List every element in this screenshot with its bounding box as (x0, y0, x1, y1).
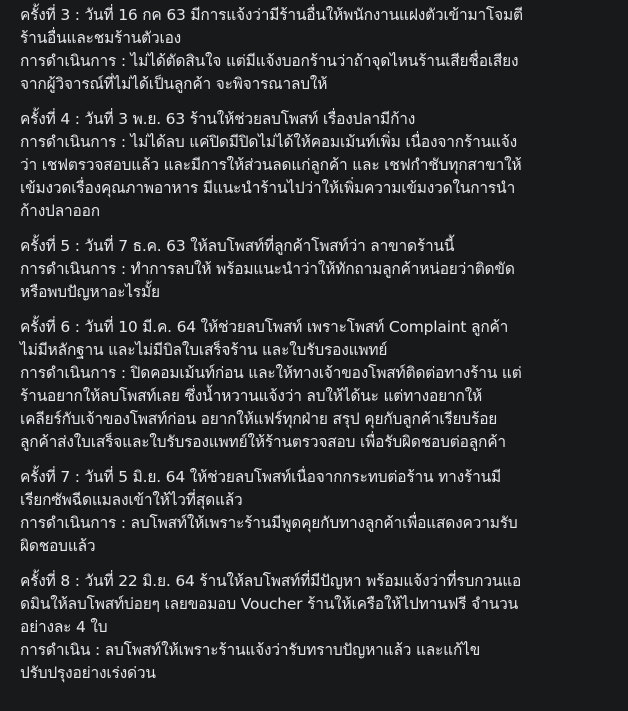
entry-line: การดำเนินการ : ลบโพสท์ให้เพราะร้านมีพูดคุยกับทางลูกค้าเพื่อแสดงความรับ (20, 514, 518, 532)
entry-line: หรือพบปัญหาอะไรมั้ย (20, 283, 160, 301)
entry-line: ร้านอยากให้ลบโพสท์เลย ซึ่งน้ำหวานแจ้งว่า ลบให้ได้นะ แต่ทางอยากให้ (20, 387, 483, 405)
entry-line: การดำเนิน : ลบโพสท์ให้เพราะร้านแจ้งว่ารับทราบปัญหาแล้ว และแก้ไข (20, 641, 481, 659)
entry-line: ครั้งที่ 3 : วันที่ 16 กค 63 มีการแจ้งว่ามีร้านอื่นให้พนักงานแฝงตัวเข้ามาโจมตี (20, 6, 523, 24)
entry-line: ครั้งที่ 5 : วันที่ 7 ธ.ค. 63 ให้ลบโพสท์ที่ลูกค้าโพสท์ว่า ลาขาดร้านนี้ (20, 237, 455, 255)
entry-line: การดำเนินการ : ทำการลบให้ พร้อมแนะนำว่าให้ทักถามลูกค้าหน่อยว่าติดขัด (20, 260, 515, 278)
entry-line: ครั้งที่ 8 : วันที่ 22 มิ.ย. 64 ร้านให้ลบโพสท์ที่มีปัญหา พร้อมแจ้งว่าที่รบกวนแอ (20, 572, 522, 590)
entry-line: ดมินให้ลบโพสท์บ่อยๆ เลยขอมอบ Voucher ร้านให้เครือให้ไปทานฟรี จำนวน (20, 595, 519, 613)
entry-line: การดำเนินการ : ไม่ได้ลบ แค่ปิดมีปิดไม่ได้ให้คอมเม้นท์เพิ่ม เนื่องจากร้านแจ้ง (20, 133, 518, 151)
entry-line: การดำเนินการ : ปิดคอมเม้นท์ก่อน และให้ทางเจ้าของโพสท์ติดต่อทางร้าน แต่ (20, 364, 522, 382)
entry-line: ร้านอื่นและชมร้านตัวเอง (20, 29, 182, 47)
entry-line: เข้มงวดเรื่องคุณภาพอาหาร มีแนะนำร้านไปว่าให้เพิ่มความเข้มงวดในการนำ (20, 179, 516, 197)
entry-line: ลูกค้าส่งใบเสร็จและใบรับรองแพทย์ให้ร้านตรวจสอบ เพื่อรับผิดชอบต่อลูกค้า (20, 433, 506, 451)
entry-line: ผิดชอบแล้ว (20, 537, 96, 555)
entry-line: ไม่มีหลักฐาน และไม่มีบิลใบเสร็จร้าน และใบรับรองแพทย์ (20, 341, 388, 359)
entry-line: ปรับปรุงอย่างเร่งด่วน (20, 664, 156, 682)
entry-line: อย่างละ 4 ใบ (20, 618, 108, 636)
entry-line: เรียกซัพฉีดแมลงเข้าให้ไวที่สุดแล้ว (20, 491, 243, 509)
entry-4 (20, 104, 620, 223)
entry-3 (20, 0, 620, 96)
entry-line: จากผู้วิจารณ์ที่ไม่ได้เป็นลูกค้า จะพิจารณาลบให้ (20, 75, 328, 93)
entry-8 (20, 566, 620, 685)
entry-line: เคลียร์กับเจ้าของโพสท์ก่อน อยากให้แฟร์ทุกฝ่าย สรุป คุยกับลูกค้าเรียบร้อย (20, 410, 498, 428)
entry-line: ว่า เชฟตรวจสอบแล้ว และมีการให้ส่วนลดแก่ลูกค้า และ เชฟกำชับทุกสาขาให้ (20, 156, 522, 174)
entry-line: ครั้งที่ 7 : วันที่ 5 มิ.ย. 64 ให้ช่วยลบโพสท์เนื่อจากกระทบต่อร้าน ทางร้านมี (20, 468, 502, 486)
post-body-text (20, 0, 620, 685)
entry-6 (20, 312, 620, 454)
entry-line: การดำเนินการ : ไม่ได้ตัดสินใจ แต่มีแจ้งบอกร้านว่าถ้าจุดไหนร้านเสียชื่อเสียง (20, 52, 519, 70)
entry-5 (20, 231, 620, 304)
entry-7 (20, 462, 620, 558)
entry-line: ครั้งที่ 6 : วันที่ 10 มี.ค. 64 ให้ช่วยลบโพสท์ เพราะโพสท์ Complaint ลูกค้า (20, 318, 509, 336)
entry-line: ก้างปลาออก (20, 202, 100, 220)
entry-line: ครั้งที่ 4 : วันที่ 3 พ.ย. 63 ร้านให้ช่วยลบโพสท์ เรื่องปลามีก้าง (20, 110, 416, 128)
